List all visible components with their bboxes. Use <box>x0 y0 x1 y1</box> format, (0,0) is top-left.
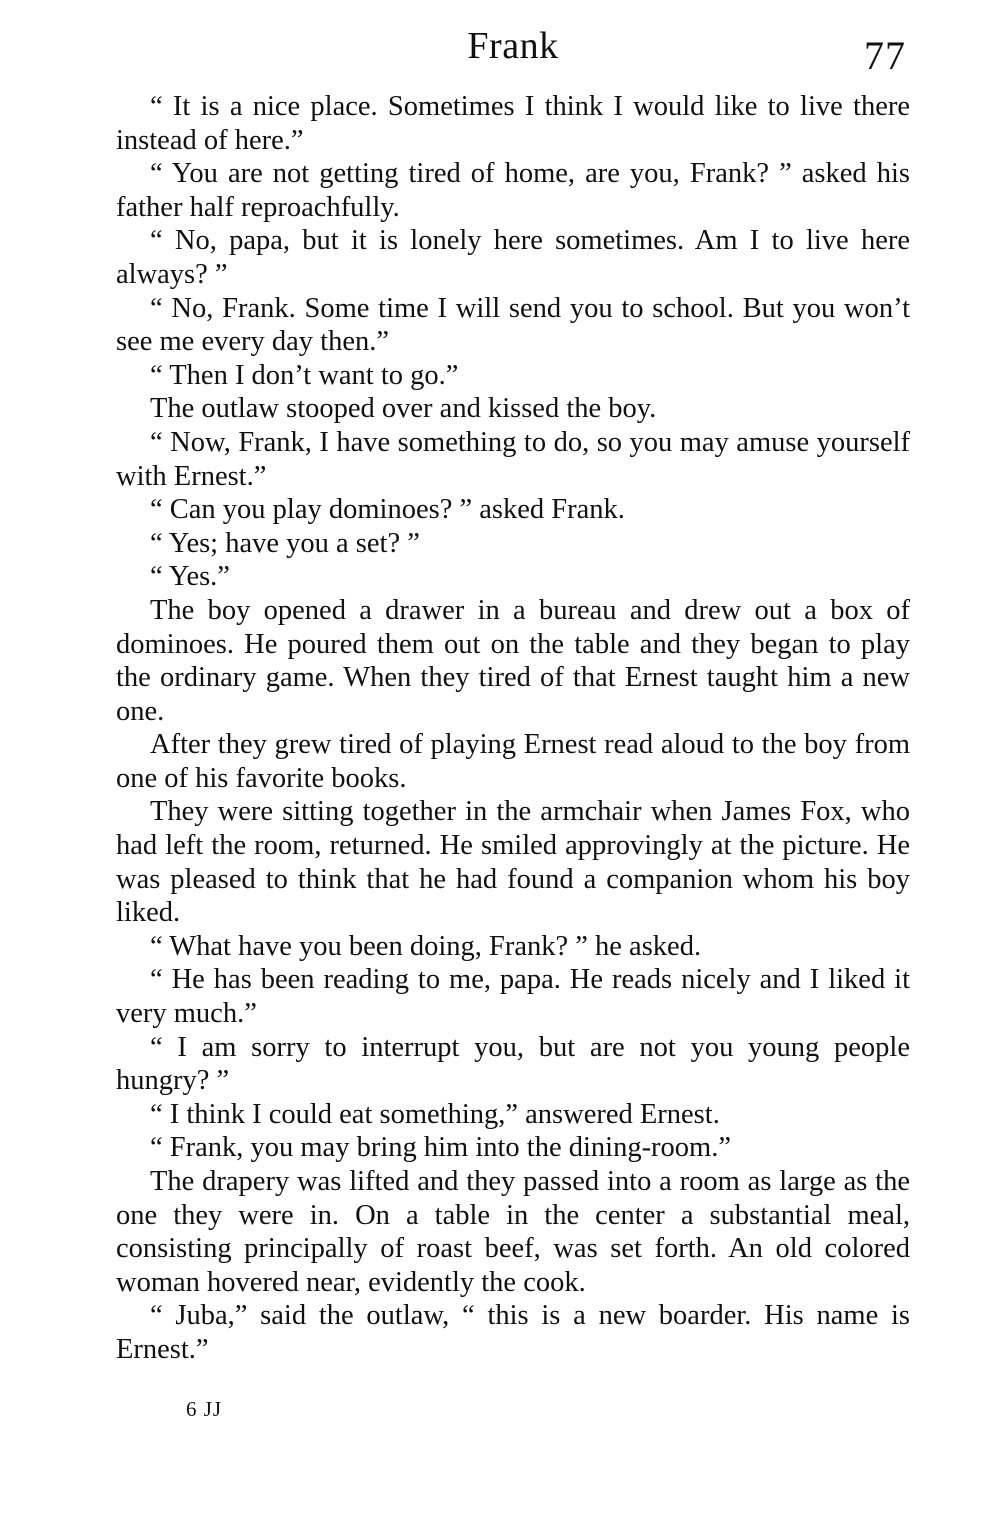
paragraph: “ What have you been doing, Frank? ” he asked. <box>150 930 702 962</box>
paragraph: “ I am sorry to interrupt you, but are not you young people hungry? ” <box>116 1031 910 1097</box>
chapter-title: Frank <box>467 25 559 67</box>
paragraph: They were sitting together in the armchair when James Fox, who had left the room, returned. He smiled approvingly at the picture. He was pleased to think that he had found a companion whom his boy liked. <box>116 796 910 929</box>
page-number: 77 <box>864 33 906 78</box>
paragraph: “ Yes; have you a set? ” <box>150 527 420 559</box>
paragraph: “ Can you play dominoes? ” asked Frank. <box>150 494 625 526</box>
paragraph: “ Now, Frank, I have something to do, so you may amuse yourself with Ernest.” <box>116 426 910 492</box>
paragraph: After they grew tired of playing Ernest read aloud to the boy from one of his favorite books. <box>116 729 910 794</box>
paragraph: The drapery was lifted and they passed into a room as large as the one they were in. On a table in the center a substantial meal, consisting principally of roast beef, was set forth. An old colored woman hovered near, evidently the cook. <box>116 1166 910 1298</box>
paragraph: “ Frank, you may bring him into the dining-room.” <box>150 1132 731 1164</box>
paragraph: “ Yes.” <box>150 561 230 593</box>
paragraph: “ Juba,” said the outlaw, “ this is a new boarder. His name is Ernest.” <box>116 1300 910 1365</box>
paragraph: “ I think I could eat something,” answered Ernest. <box>150 1098 720 1130</box>
paragraph: “ You are not getting tired of home, are you, Frank? ” asked his father half reproachfully. <box>116 158 910 223</box>
signature-mark: 6 JJ <box>186 1397 223 1421</box>
paragraph: “ Then I don’t want to go.” <box>150 359 459 391</box>
paragraph: The boy opened a drawer in a bureau and drew out a box of dominoes. He poured them out on the table and they began to play the ordinary game. When they tired of that Ernest taught him a new one. <box>116 594 910 727</box>
paragraph: “ It is a nice place. Sometimes I think I would like to live there instead of here.” <box>116 91 910 156</box>
text-body <box>116 90 910 1367</box>
paragraph: The outlaw stooped over and kissed the boy. <box>150 393 657 425</box>
paragraph: “ No, Frank. Some time I will send you to school. But you won’t see me every day then.” <box>116 292 910 358</box>
running-head <box>116 22 910 82</box>
paragraph: “ No, papa, but it is lonely here sometimes. Am I to live here always? ” <box>116 225 910 290</box>
paragraph: “ He has been reading to me, papa. He reads nicely and I liked it very much.” <box>116 964 910 1030</box>
